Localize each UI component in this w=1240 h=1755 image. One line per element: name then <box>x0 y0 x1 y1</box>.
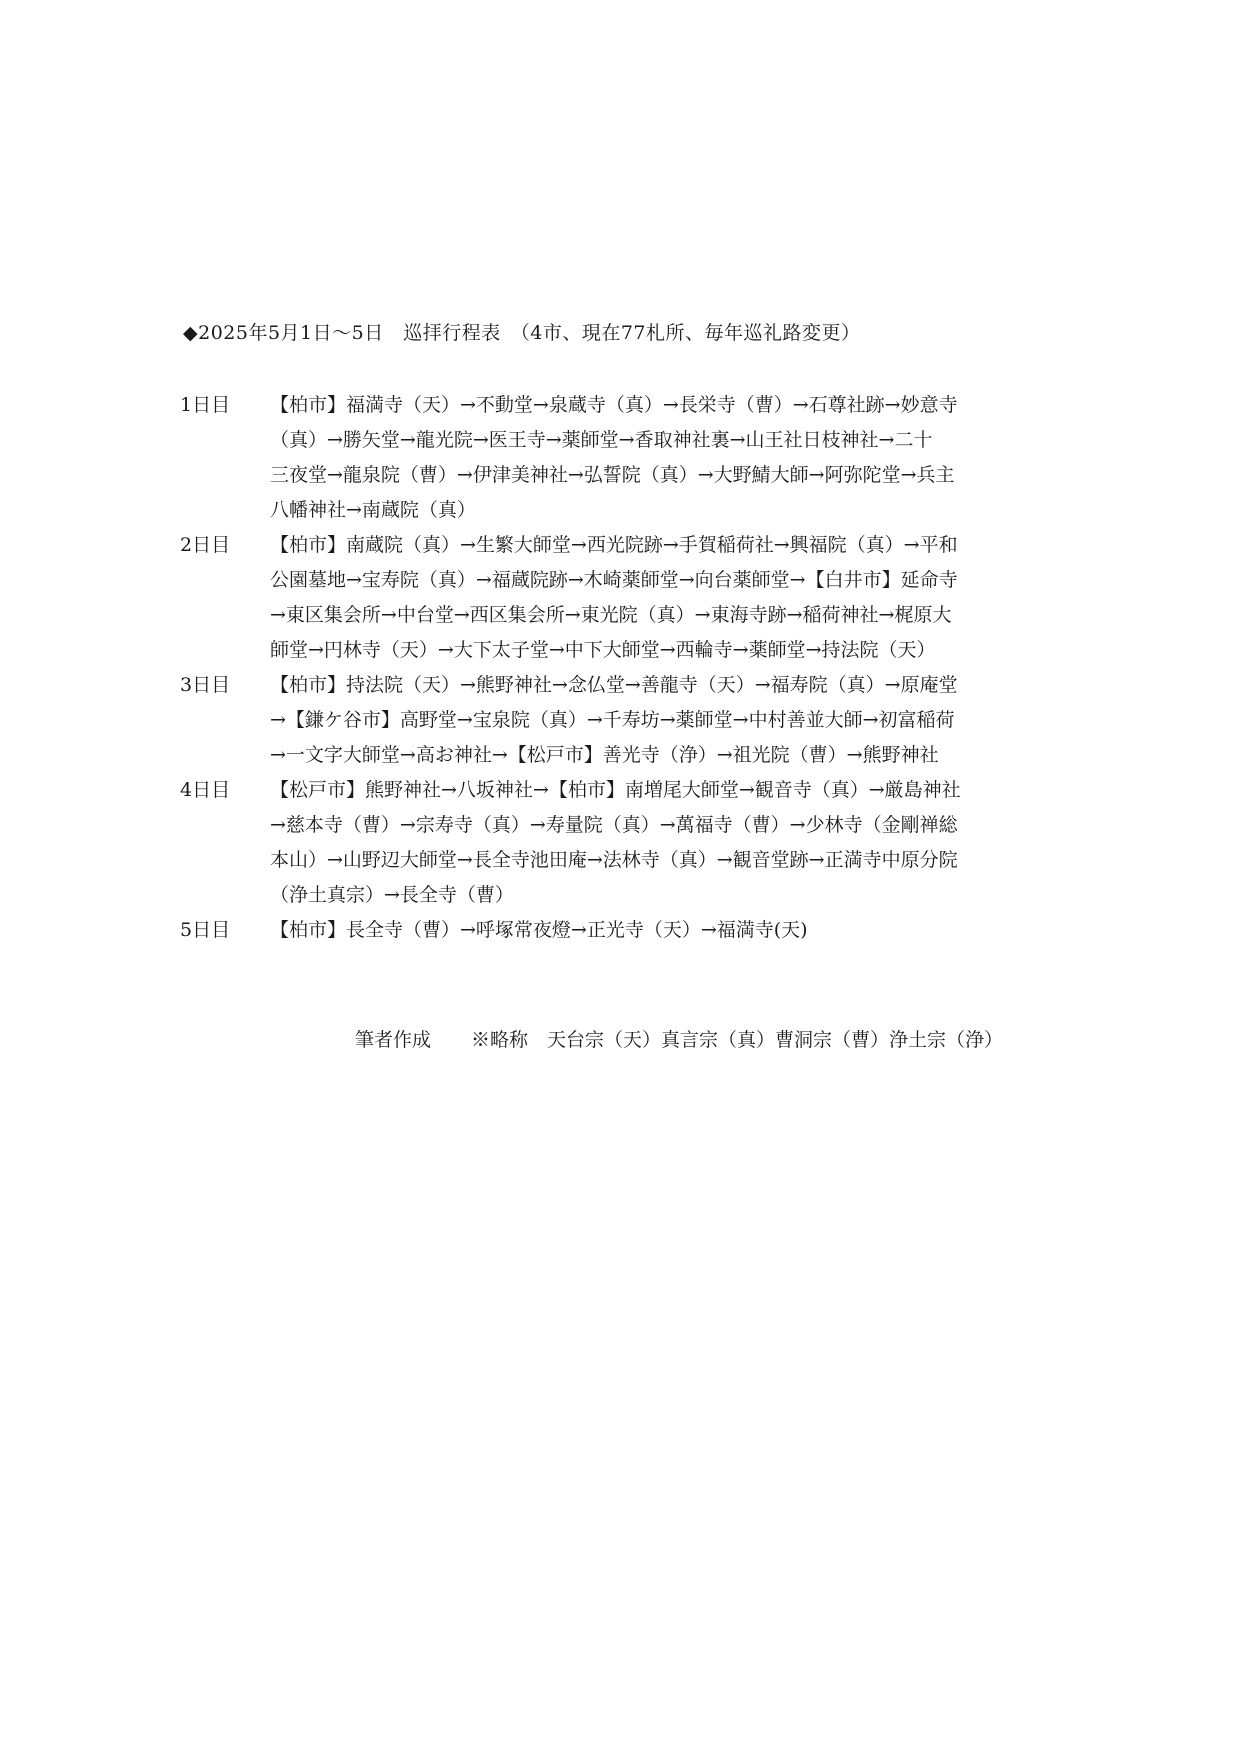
day-5 <box>180 913 1060 948</box>
day-2 <box>180 528 1060 668</box>
document-title: ◆2025年5月1日～5日 巡拝行程表 （4市、現在77札所、毎年巡礼路変更） <box>183 322 861 344</box>
author-note: 筆者作成 <box>355 1029 432 1051</box>
day-label: 3日目 <box>180 674 231 696</box>
day-route <box>270 528 1060 668</box>
route-line: （浄土真宗）→長全寺（曹） <box>270 884 514 906</box>
route-line: 【柏市】長全寺（曹）→呼塚常夜燈→正光寺（天）→福満寺(天) <box>270 919 808 941</box>
route-line: 【柏市】福満寺（天）→不動堂→泉蔵寺（真）→長栄寺（曹）→石尊社跡→妙意寺 <box>270 394 958 416</box>
abbreviation-legend: ※略称 天台宗（天）真言宗（真）曹洞宗（曹）浄土宗（浄） <box>471 1029 1004 1051</box>
route-line: 三夜堂→龍泉院（曹）→伊津美神社→弘誓院（真）→大野鯖大師→阿弥陀堂→兵主 <box>270 464 955 486</box>
day-route <box>270 773 1060 913</box>
route-line: （真）→勝矢堂→龍光院→医王寺→薬師堂→香取神社裏→山王社日枝神社→二十 <box>270 429 933 451</box>
route-line: 【柏市】持法院（天）→熊野神社→念仏堂→善龍寺（天）→福寿院（真）→原庵堂 <box>270 674 958 696</box>
route-line: →東区集会所→中台堂→西区集会所→東光院（真）→東海寺跡→稲荷神社→梶原大 <box>270 604 952 626</box>
day-route <box>270 388 1060 528</box>
route-line: →慈本寺（曹）→宗寿寺（真）→寿量院（真）→萬福寺（曹）→少林寺（金剛禅総 <box>270 814 958 836</box>
route-line: 本山）→山野辺大師堂→長全寺池田庵→法林寺（真）→観音堂跡→正満寺中原分院 <box>270 849 958 871</box>
day-route <box>270 913 1060 948</box>
day-1 <box>180 388 1060 528</box>
route-line: →【鎌ケ谷市】高野堂→宝泉院（真）→千寿坊→薬師堂→中村善並大師→初富稲荷 <box>270 709 955 731</box>
itinerary-schedule <box>180 388 1060 948</box>
day-label: 1日目 <box>180 394 231 416</box>
route-line: 【松戸市】熊野神社→八坂神社→【柏市】南増尾大師堂→観音寺（真）→厳島神社 <box>270 779 961 801</box>
day-route <box>270 668 1060 773</box>
route-line: 【柏市】南蔵院（真）→生繁大師堂→西光院跡→手賀稲荷社→興福院（真）→平和 <box>270 534 958 556</box>
day-3 <box>180 668 1060 773</box>
day-label: 2日目 <box>180 534 231 556</box>
day-label: 4日目 <box>180 779 231 801</box>
day-label: 5日目 <box>180 919 231 941</box>
document-footer <box>355 1025 1003 1052</box>
day-4 <box>180 773 1060 913</box>
route-line: →一文字大師堂→高お神社→【松戸市】善光寺（浄）→祖光院（曹）→熊野神社 <box>270 744 939 766</box>
route-line: 師堂→円林寺（天）→大下太子堂→中下大師堂→西輪寺→薬師堂→持法院（天） <box>270 639 936 661</box>
route-line: 公園墓地→宝寿院（真）→福蔵院跡→木崎薬師堂→向台薬師堂→【白井市】延命寺 <box>270 569 958 591</box>
route-line: 八幡神社→南蔵院（真） <box>270 499 476 521</box>
